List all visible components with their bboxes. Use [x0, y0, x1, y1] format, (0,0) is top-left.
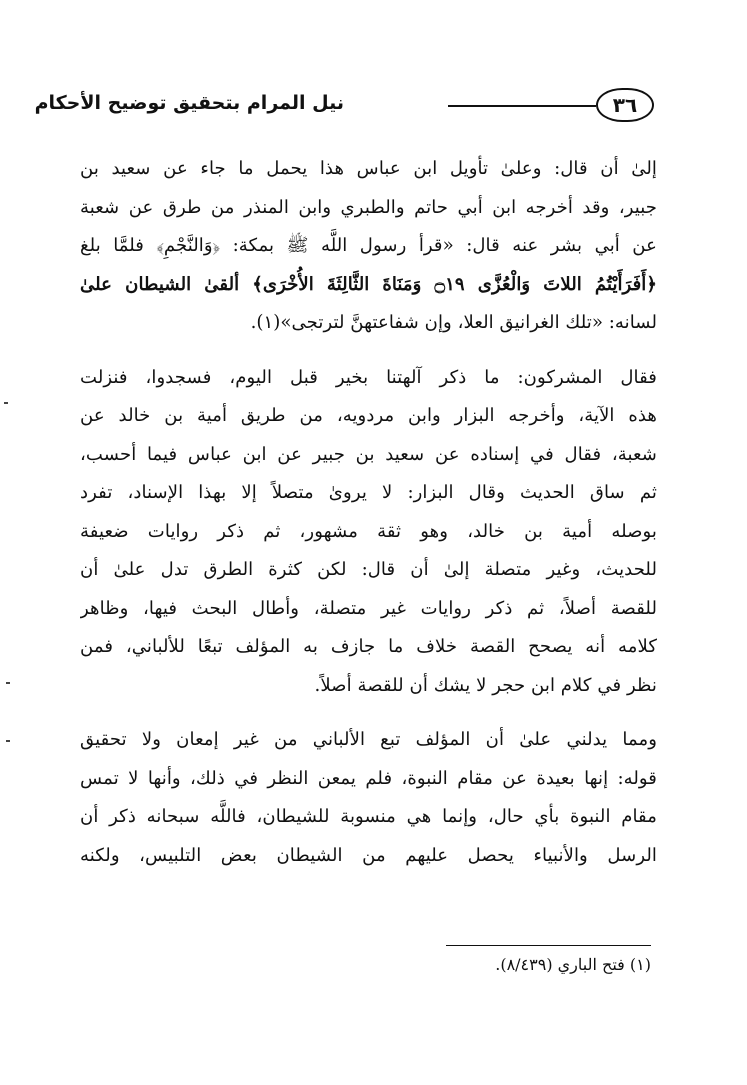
- quran-verse-line: ﴿أَفَرَأَيْتُمُ اللاتَ وَالْعُزَّى ۝١٩ وَمَنَاةَ الثَّالِثَةَ الأُخْرَى﴾ ألقىٰ الشيطان علىٰ: [80, 273, 657, 295]
- paragraph-gap: [80, 705, 657, 721]
- text-line: عن أبي بشر عنه قال: «قرأ رسول اللَّه ﷺ بمكة: ﴿وَالنَّجْمِ﴾ فلمَّا بلغ: [80, 235, 657, 256]
- text-line: لسانه: «تلك الغرانيق العلا، وإن شفاعتهنَّ لترتجى»(١).: [250, 312, 657, 333]
- text-line: ثم ساق الحديث وقال البزار: لا يروىٰ متصلاً إلا بهذا الإسناد، تفرد: [80, 482, 657, 503]
- text-line: ومما يدلني علىٰ أن المؤلف تبع الألباني من غير إمعان ولا تحقيق: [80, 729, 657, 750]
- header-rule: [448, 105, 596, 107]
- text-line: الرسل والأنبياء يحصل عليهم من الشيطان بعض التلبيس، ولكنه: [80, 844, 657, 866]
- text-line: كلامه أنه يصحح القصة خلاف ما جازف به المؤلف تبعًا للألباني، فمن: [80, 636, 657, 657]
- footnote-rule: [446, 945, 651, 946]
- scan-speck: [6, 740, 10, 742]
- text-line: قوله: إنها بعيدة عن مقام النبوة، فلم يمعن النظر في ذلك، وأنها لا تمس: [80, 767, 657, 789]
- paragraph-1: [80, 150, 657, 343]
- footnote: (١) فتح الباري (٨/٤٣٩).: [495, 955, 651, 974]
- text-line: للحديث، وغير متصلة إلىٰ أن قال: لكن كثرة الطرق تدل علىٰ أن: [80, 559, 657, 580]
- text-line: للقصة أصلاً، ثم ذكر روايات غير متصلة، وأطال البحث فيها، وظاهر: [80, 597, 657, 619]
- page-number: ٣٦: [596, 88, 654, 122]
- text-line: هذه الآية، وأخرجه البزار وابن مردويه، من طريق أمية بن خالد عن: [80, 405, 657, 426]
- text-line: شعبة، فقال في إسناده عن سعيد بن جبير عن ابن عباس فيما أحسب،: [80, 443, 657, 465]
- paragraph-gap: [80, 343, 657, 359]
- text-line: إلىٰ أن قال: وعلىٰ تأويل ابن عباس هذا يحمل ما جاء عن سعيد بن: [80, 158, 657, 179]
- text-line: بوصله أمية بن خالد، وهو ثقة مشهور، ثم ذكر روايات ضعيفة: [80, 520, 657, 542]
- book-title: نيل المرام بتحقيق توضيح الأحكام: [34, 92, 344, 114]
- text-line: مقام النبوة بأي حال، وإنما هي منسوبة للشيطان، فاللَّه سبحانه ذكر أن: [80, 806, 657, 827]
- text-line: نظر في كلام ابن حجر لا يشك أن للقصة أصلاً.: [314, 674, 657, 696]
- paragraph-3: [80, 721, 657, 875]
- page-header: [34, 86, 654, 130]
- text-line: جبير، وقد أخرجه ابن أبي حاتم والطبري وابن المنذر من طرق عن شعبة: [80, 196, 657, 218]
- scan-speck: [4, 402, 8, 404]
- scan-speck: [6, 682, 10, 684]
- paragraph-2: [80, 359, 657, 706]
- text-line: فقال المشركون: ما ذكر آلهتنا بخير قبل اليوم، فسجدوا، فنزلت: [80, 366, 657, 388]
- page-body: [80, 150, 657, 875]
